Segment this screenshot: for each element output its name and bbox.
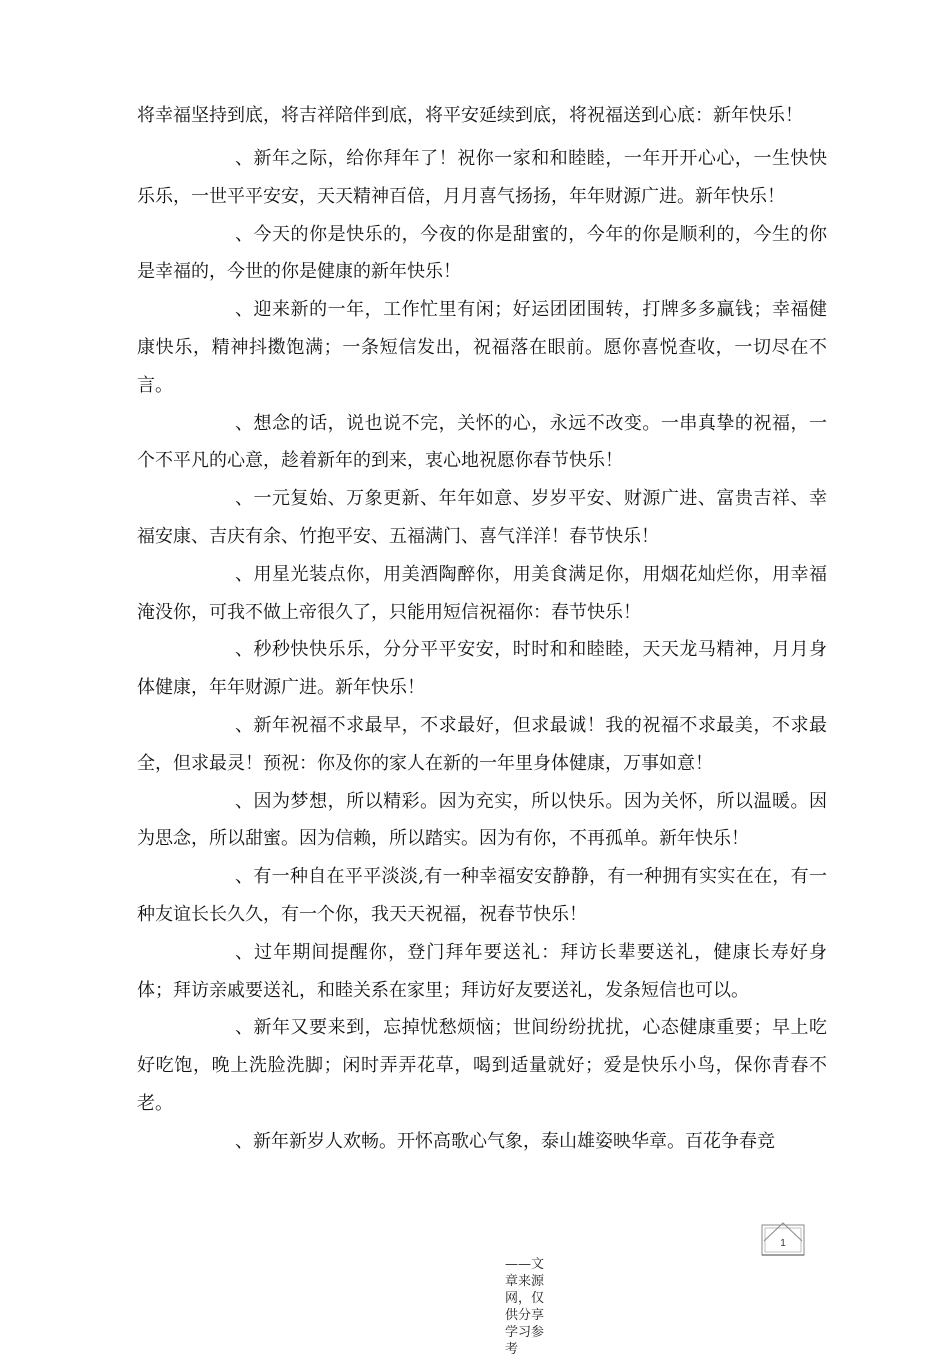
document-body: [137, 103, 827, 1161]
paragraph: 、秒秒快快乐乐，分分平平安安，时时和和睦睦，天天龙马精神，月月身体健康，年年财源广进。新年快乐！: [137, 639, 827, 699]
paragraph: 、新年之际，给你拜年了！祝你一家和和睦睦，一年开开心心，一生快快乐乐，一世平平安安，天天精神百倍，月月喜气扬扬，年年财源广进。新年快乐！: [137, 148, 827, 207]
paragraph: 将幸福坚持到底，将吉祥陪伴到底，将平安延续到底，将祝福送到心底：新年快乐！: [137, 105, 803, 126]
paragraph: 、想念的话，说也说不完，关怀的心，永远不改变。一串真挚的祝福，一个不平凡的心意，趁着新年的到来，衷心地祝愿你春节快乐！: [137, 412, 827, 472]
page-number-badge: [760, 1221, 806, 1257]
paragraph: 、新年新岁人欢畅。开怀高歌心气象，泰山雄姿映华章。百花争春竞: [235, 1130, 775, 1152]
paragraph: 、迎来新的一年，工作忙里有闲；好运团团围转，打牌多多赢钱；幸福健康快乐，精神抖擞饱满；一条短信发出，祝福落在眼前。愿你喜悦查收，一切尽在不言。: [137, 299, 827, 396]
paragraph: 、有一种自在平平淡淡,有一种幸福安安静静，有一种拥有实实在在，有一种友谊长长久久，有一个你，我天天祝福，祝春节快乐！: [137, 866, 827, 925]
paragraph: 、用星光装点你，用美酒陶醉你，用美食满足你，用烟花灿烂你，用幸福淹没你，可我不做上帝很久了，只能用短信祝福你：春节快乐！: [137, 563, 827, 623]
footer-source-note: ——文章来源网，仅供分享学习参考: [505, 1257, 545, 1357]
page-number: 1: [780, 1238, 786, 1249]
paragraph: 、新年祝福不求最早，不求最好，但求最诚！我的祝福不求最美，不求最全，但求最灵！预祝：你及你的家人在新的一年里身体健康，万事如意！: [137, 714, 827, 774]
paragraph: 、过年期间提醒你，登门拜年要送礼：拜访长辈要送礼，健康长寿好身体；拜访亲戚要送礼，和睦关系在家里；拜访好友要送礼，发条短信也可以。: [137, 941, 827, 1001]
paragraph: 、一元复始、万象更新、年年如意、岁岁平安、财源广进、富贵吉祥、幸福安康、吉庆有余、竹抱平安、五福满门、喜气洋洋！春节快乐！: [137, 488, 827, 547]
paragraph: 、新年又要来到，忘掉忧愁烦恼；世间纷纷扰扰，心态健康重要；早上吃好吃饱，晚上洗脸洗脚；闲时弄弄花草，喝到适量就好；爱是快乐小鸟，保你青春不老。: [137, 1017, 827, 1114]
paragraph: 、因为梦想，所以精彩。因为充实，所以快乐。因为关怀，所以温暖。因为思念，所以甜蜜。因为信赖，所以踏实。因为有你，不再孤单。新年快乐！: [137, 790, 827, 850]
paragraph: 、今天的你是快乐的，今夜的你是甜蜜的，今年的你是顺利的，今生的你是幸福的，今世的你是健康的新年快乐！: [137, 223, 827, 283]
